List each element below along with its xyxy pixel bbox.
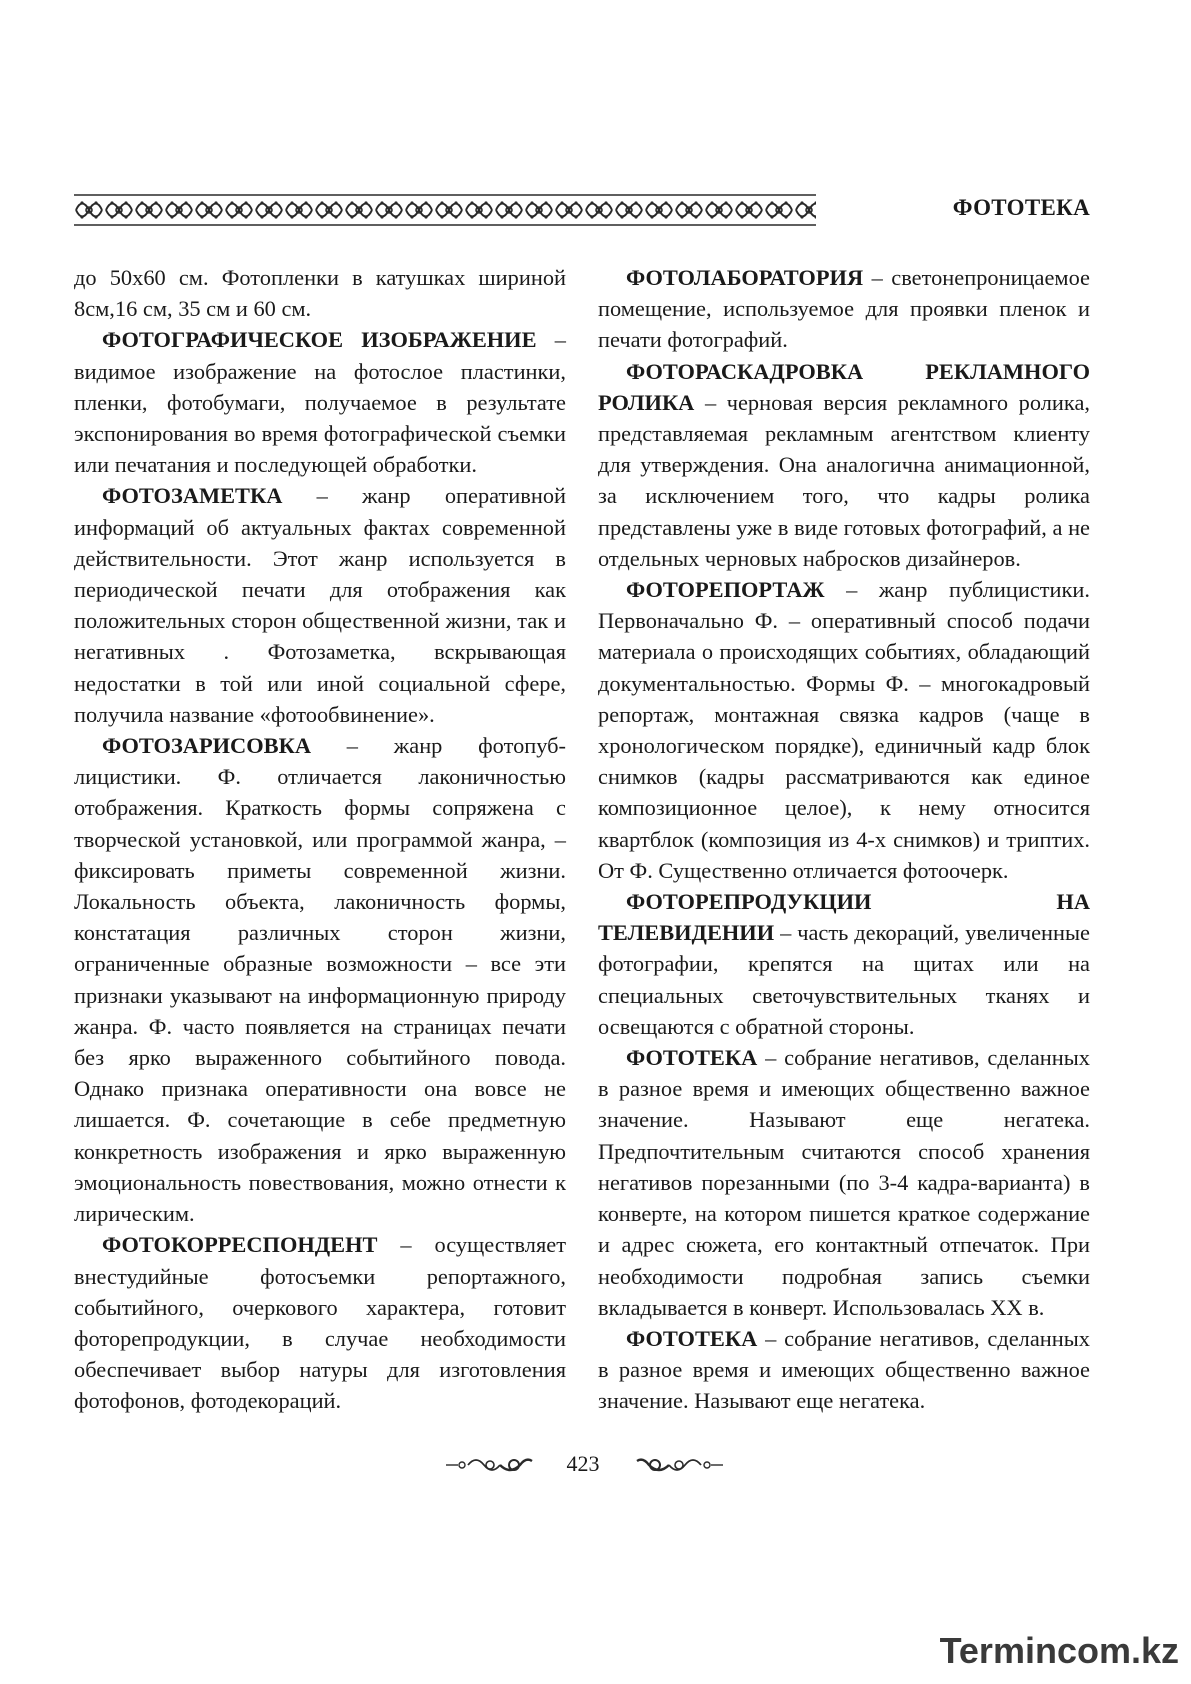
entry-term: ФОТОГРАФИЧЕСКОЕ ИЗОБРАЖЕНИЕ (102, 327, 537, 353)
swirl-ornament-left-icon (444, 1453, 534, 1477)
entry-text: – жанр фотопуб-лицистики. Ф. отличается лаконичностью отображения. Краткость формы сопряжена с творческой установкой, или программой жанра, – фиксировать приметы современной жизни. Локальность объекта, лаконичность формы, констатация различных сторон жизни, ограниченные образные возможности – все эти признаки указывают на информационную природу жанра. Ф. часто появляется на страницах печати без ярко выраженного событийного повода. Однако признака оперативности она вовсе не лишается. Ф. сочетающие в себе предметную конкретность изображения и ярко выраженную эмоциональность повествования, можно отнести к лирическим. (74, 733, 566, 1227)
entry-right-2 (598, 574, 1090, 886)
running-head: ФОТОТЕКА (952, 195, 1090, 220)
entry-term: ФОТОТЕКА (626, 1325, 758, 1351)
page-header (74, 193, 1090, 227)
entry-text: – часть декораций, увеличенные фотографии, крепятся на щитах или на специальных светочувствительных тканях и освещаются с обратной стороны. (598, 920, 1090, 1039)
page-number: 423 (566, 1451, 600, 1476)
entry-term: ФОТОТЕКА (626, 1045, 758, 1071)
entry-left-0 (74, 262, 566, 324)
entry-text: – жанр публицистики. Первоначально Ф. – оперативный способ подачи материала о происходящих событиях, обладающий документальностью. Формы Ф. – многокадровый репортаж, монтажная связка кадров (чаще в хронологическом порядке), единичный кадр блок снимков (кадры рассматриваются как единое композиционное целое), к нему относится квартблок (композиция из 4-х снимков) и триптих. От Ф. Существенно отличается фотоочерк. (598, 577, 1090, 883)
entry-right-4 (598, 1042, 1090, 1323)
entry-text: – жанр оперативной информаций об актуальных фактах современной действительности. Этот жанр используется в периодической печати для отображения как положительных сторон общественной жизни, так и негативных . Фотозаметка, вскрывающая недостатки в той или иной социальной сфере, получила название «фотообвинение». (74, 483, 566, 727)
right-column (598, 262, 1090, 1417)
entry-term: ФОТОЗАМЕТКА (102, 483, 283, 509)
entry-term: ФОТОРЕПОРТАЖ (626, 577, 825, 603)
entry-text: – видимое изображение на фотослое пластинки, пленки, фотобумаги, получаемое в результате экспонирования во время фотографической съемки или печатания и последующей обработки. (74, 327, 566, 478)
entry-left-2 (74, 480, 566, 730)
entry-text: – собрание негативов, сделанных в разное время и имеющих общественно важное значение. Называют еще негатека. (598, 1325, 1090, 1414)
entry-text: – собрание негативов, сделанных в разное время и имеющих общественно важное значение. Называют еще негатека. Предпочтительным считаются способ хранения негативов порезанными (по 3-4 кадра-варианта) в конверте, на котором пишется краткое содержание и адрес сюжета, его контактный отпечаток. При необходимости подробная запись съемки вкладывается в конверт. Использовалась ХХ в. (598, 1045, 1090, 1320)
entry-text: – осуществляет внестудийные фотосъемки репортажного, событийного, очеркового характера, готовит фоторепродукции, в случае необходимости обеспечивает выбор натуры для изготовления фотофонов, фотодекораций. (74, 1232, 566, 1414)
entry-left-4 (74, 1229, 566, 1416)
entry-right-0 (598, 262, 1090, 356)
left-column (74, 262, 566, 1417)
entry-text: – светонепроницаемое помещение, используемое для проявки пленок и печати фотографий. (598, 265, 1090, 353)
entry-term: ФОТОРЕПРОДУКЦИИ НА ТЕЛЕВИДЕНИИ (598, 889, 1090, 946)
entry-term: ФОТОРАСКАДРОВКА РЕКЛАМНОГО РОЛИКА (598, 358, 1090, 415)
entry-left-1 (74, 324, 566, 480)
entry-text: до 50х60 см. Фотопленки в катушках шириной 8см,16 см, 35 см и 60 см. (74, 265, 566, 322)
entry-right-3 (598, 886, 1090, 1042)
entry-left-3 (74, 730, 566, 1229)
entry-text: – черновая версия рекламного ролика, представляемая рекламным агентством клиенту для утверждения. Она аналогична анимационной, за исключением того, что кадры ролика представлены уже в виде готовых фотографий, а не отдельных черновых набросков дизайнеров. (598, 389, 1090, 571)
page-footer (0, 1445, 1191, 1485)
entry-term: ФОТОЗАРИСОВКА (102, 733, 311, 759)
entry-term: ФОТОКОРРЕСПОНДЕНТ (102, 1232, 378, 1258)
entry-right-5 (598, 1323, 1090, 1417)
entry-right-1 (598, 356, 1090, 574)
entry-term: ФОТОЛАБОРАТОРИЯ (626, 265, 864, 290)
swirl-ornament-right-icon (635, 1453, 725, 1477)
ornament-border-icon (74, 193, 816, 227)
watermark-text: Termincom.kz (939, 1630, 1179, 1671)
